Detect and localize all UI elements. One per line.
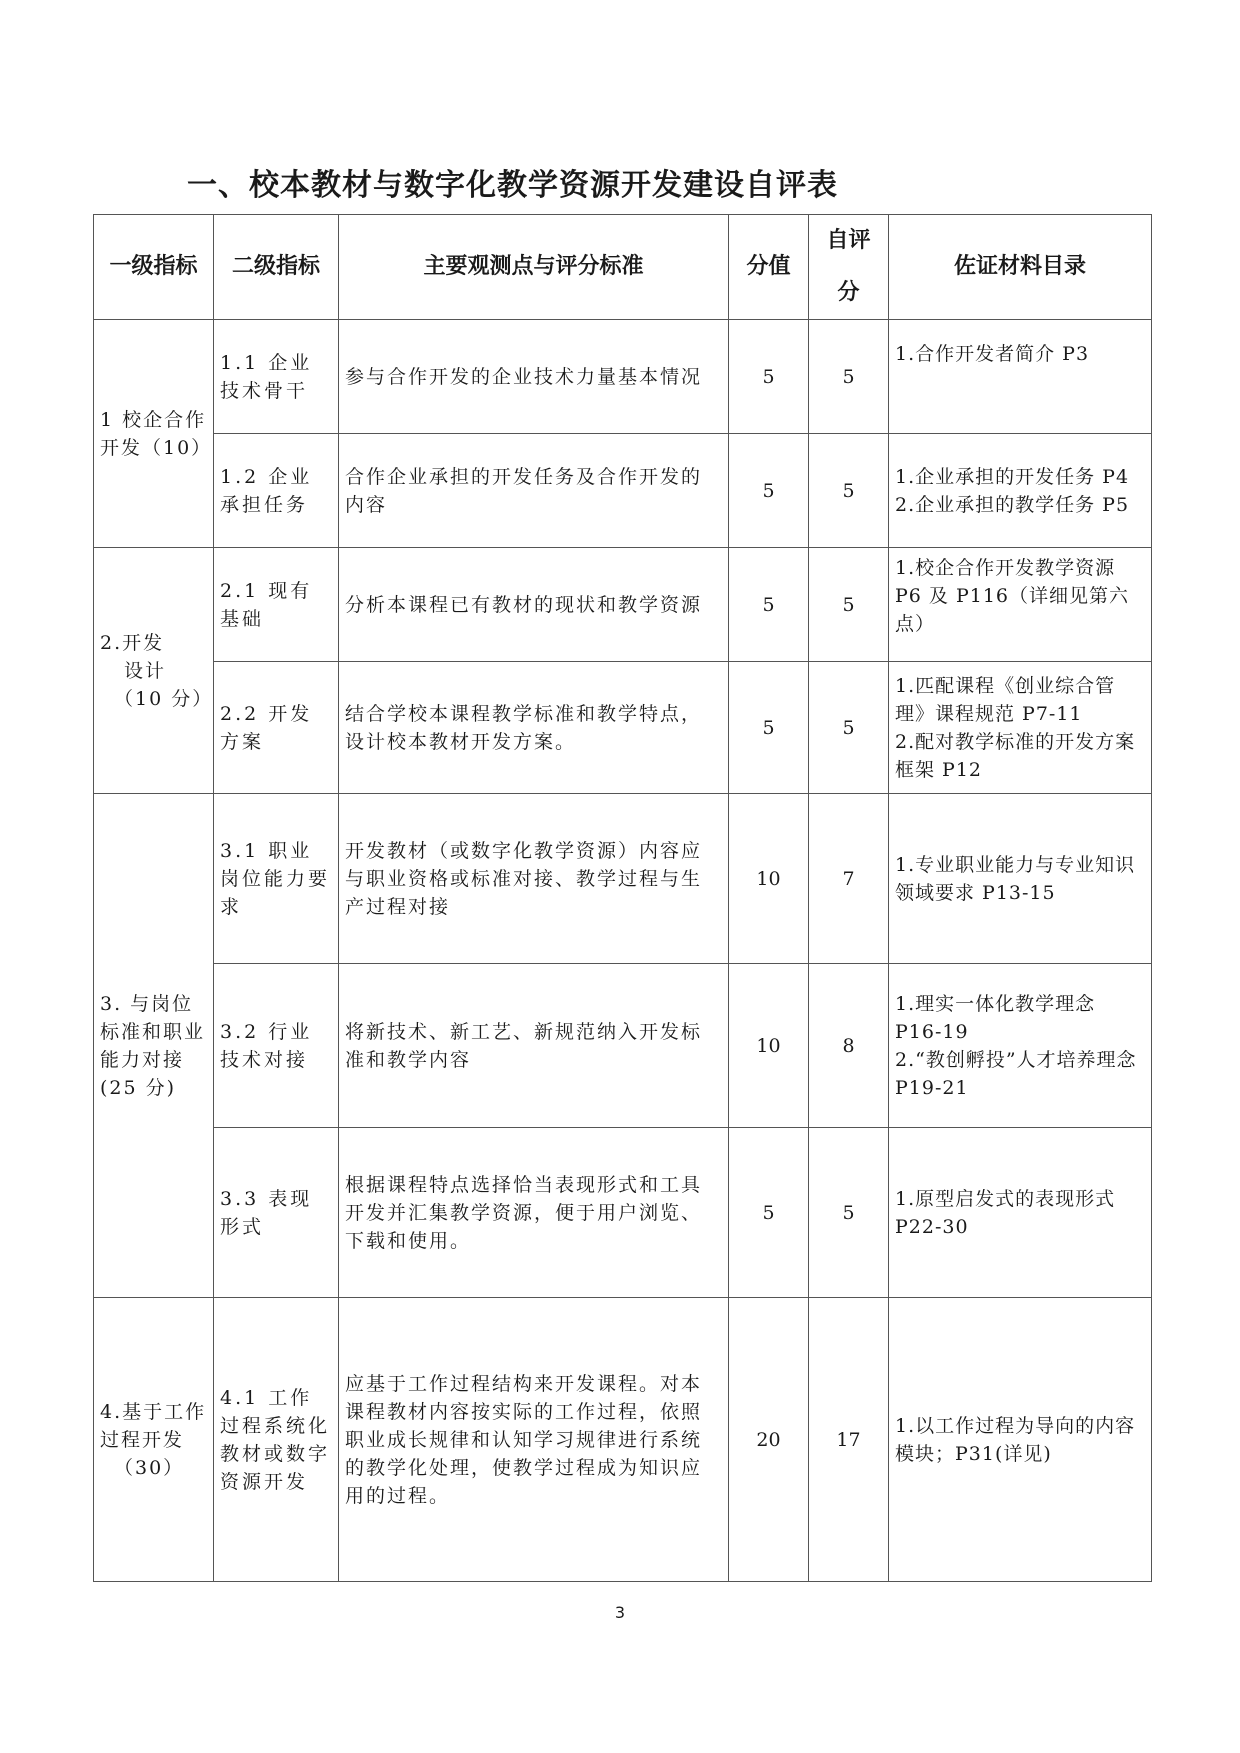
criteria-cell: 应基于工作过程结构来开发课程。对本课程教材内容按实际的工作过程，依照职业成长规律和认知学习规律进行系统的教学化处理，使教学过程成为知识应用的过程。 xyxy=(339,1298,729,1582)
criteria-cell: 结合学校本课程教学标准和教学特点，设计校本教材开发方案。 xyxy=(339,662,729,794)
evidence-cell: 1.校企合作开发教学资源 P6 及 P116（详细见第六点） xyxy=(889,548,1152,662)
score-cell: 5 xyxy=(729,434,809,548)
table-row xyxy=(94,1298,1152,1582)
level2-cell: 3.3 表现形式 xyxy=(214,1128,339,1298)
level1-cell: 2.开发 设计 （10 分） xyxy=(94,548,214,794)
level2-cell: 3.2 行业技术对接 xyxy=(214,964,339,1128)
level2-cell: 2.2 开发方案 xyxy=(214,662,339,794)
score-cell: 5 xyxy=(729,548,809,662)
criteria-cell: 参与合作开发的企业技术力量基本情况 xyxy=(339,320,729,434)
evidence-cell: 1.企业承担的开发任务 P4 2.企业承担的教学任务 P5 xyxy=(889,434,1152,548)
header-self-score xyxy=(809,215,889,320)
self-score-cell: 17 xyxy=(809,1298,889,1582)
header-self-score-line1: 自评 xyxy=(826,228,871,253)
evidence-cell: 1.理实一体化教学理念 P16-19 2.“教创孵投”人才培养理念 P19-21 xyxy=(889,964,1152,1128)
header-criteria: 主要观测点与评分标准 xyxy=(339,215,729,320)
table-row xyxy=(94,548,1152,662)
header-evidence: 佐证材料目录 xyxy=(889,215,1152,320)
level2-cell: 1.2 企业承担任务 xyxy=(214,434,339,548)
self-score-cell: 5 xyxy=(809,662,889,794)
evidence-cell: 1.专业职业能力与专业知识领域要求 P13-15 xyxy=(889,794,1152,964)
level2-cell: 1.1 企业技术骨干 xyxy=(214,320,339,434)
evaluation-table xyxy=(93,214,1152,1582)
score-cell: 20 xyxy=(729,1298,809,1582)
header-self-score-line2: 分 xyxy=(837,280,860,305)
level1-cell: 3. 与岗位标准和职业能力对接 (25 分) xyxy=(94,794,214,1298)
page-number: 3 xyxy=(614,1603,626,1622)
self-score-cell: 5 xyxy=(809,434,889,548)
self-score-cell: 8 xyxy=(809,964,889,1128)
page-title: 一、校本教材与数字化教学资源开发建设自评表 xyxy=(187,168,838,203)
score-cell: 5 xyxy=(729,1128,809,1298)
header-row xyxy=(94,215,1152,320)
score-cell: 10 xyxy=(729,794,809,964)
table-row xyxy=(94,964,1152,1128)
header-score: 分值 xyxy=(729,215,809,320)
score-cell: 5 xyxy=(729,662,809,794)
level2-cell: 2.1 现有基础 xyxy=(214,548,339,662)
table-row xyxy=(94,320,1152,434)
evidence-cell: 1.合作开发者简介 P3 xyxy=(889,320,1152,434)
criteria-cell: 将新技术、新工艺、新规范纳入开发标准和教学内容 xyxy=(339,964,729,1128)
table-row xyxy=(94,434,1152,548)
criteria-cell: 合作企业承担的开发任务及合作开发的内容 xyxy=(339,434,729,548)
evidence-cell: 1.原型启发式的表现形式 P22-30 xyxy=(889,1128,1152,1298)
header-level2: 二级指标 xyxy=(214,215,339,320)
criteria-cell: 分析本课程已有教材的现状和教学资源 xyxy=(339,548,729,662)
level1-cell: 1 校企合作 开发（10） xyxy=(94,320,214,548)
level2-cell: 3.1 职业岗位能力要求 xyxy=(214,794,339,964)
level1-cell: 4.基于工作过程开发 （30） xyxy=(94,1298,214,1582)
header-level1: 一级指标 xyxy=(94,215,214,320)
criteria-cell: 根据课程特点选择恰当表现形式和工具开发并汇集教学资源，便于用户浏览、下载和使用。 xyxy=(339,1128,729,1298)
score-cell: 10 xyxy=(729,964,809,1128)
level2-cell: 4.1 工作过程系统化教材或数字资源开发 xyxy=(214,1298,339,1582)
self-score-cell: 5 xyxy=(809,320,889,434)
evidence-cell: 1.匹配课程《创业综合管理》课程规范 P7-11 2.配对教学标准的开发方案框架 P12 xyxy=(889,662,1152,794)
self-score-cell: 7 xyxy=(809,794,889,964)
table-row xyxy=(94,1128,1152,1298)
evidence-cell: 1.以工作过程为导向的内容模块；P31(详见) xyxy=(889,1298,1152,1582)
self-score-cell: 5 xyxy=(809,548,889,662)
table-row xyxy=(94,794,1152,964)
criteria-cell: 开发教材（或数字化教学资源）内容应与职业资格或标准对接、教学过程与生产过程对接 xyxy=(339,794,729,964)
self-score-cell: 5 xyxy=(809,1128,889,1298)
score-cell: 5 xyxy=(729,320,809,434)
table-row xyxy=(94,662,1152,794)
